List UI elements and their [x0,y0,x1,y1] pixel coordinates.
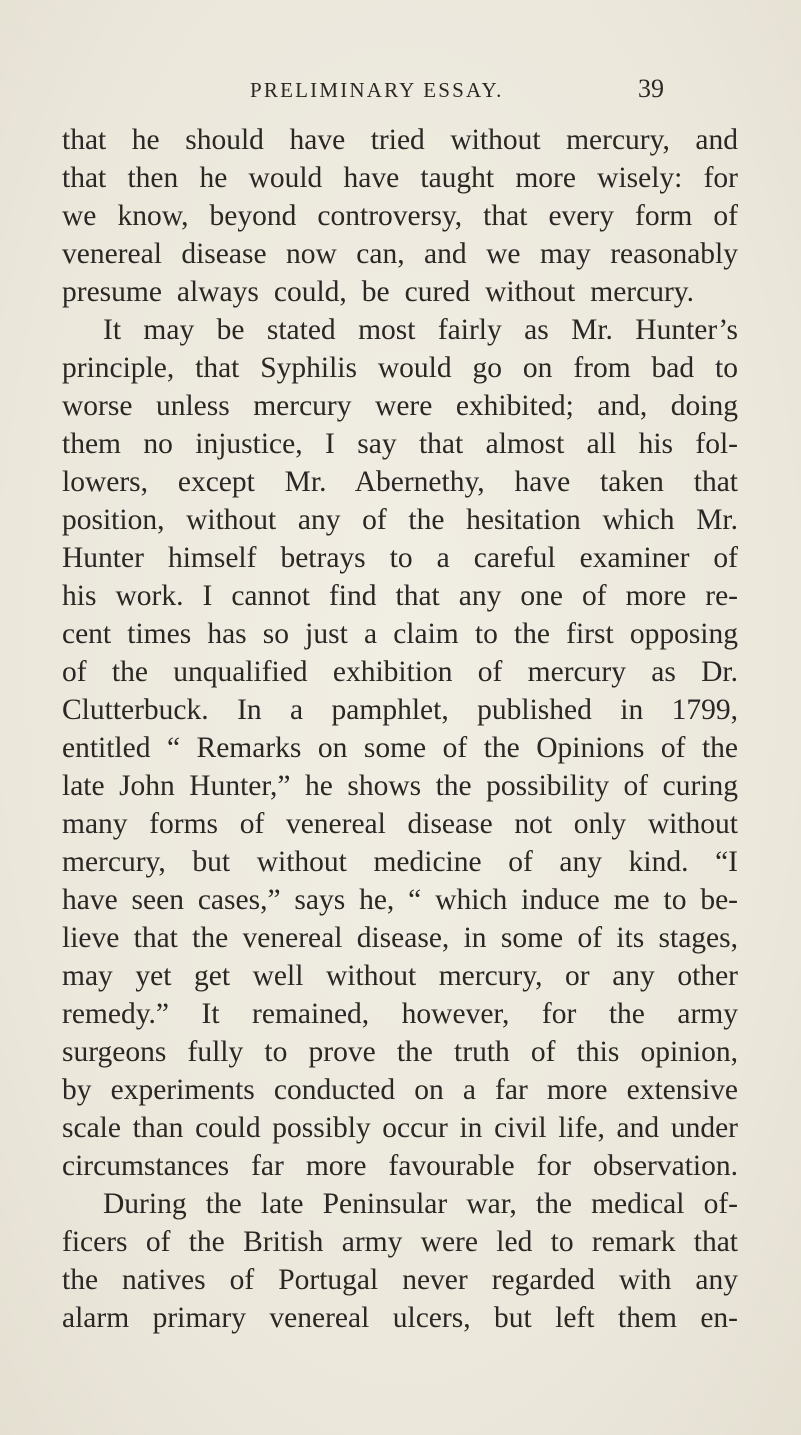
text-line: Clutterbuck. In a pamphlet, published in 1799, [62,694,738,726]
text-line: During the late Peninsular war, the medical of- [103,1188,738,1220]
text-line: have seen cases,” says he, “ which induce me to be- [62,884,738,916]
text-line: position, without any of the hesitation which Mr. [62,504,738,536]
running-head: PRELIMINARY ESSAY. [250,78,504,102]
text-line: lowers, except Mr. Abernethy, have taken that [62,466,738,498]
text-line: them no injustice, I say that almost all his fol- [62,428,738,460]
text-line: presume always could, be cured without mercury. [62,276,694,308]
text-line: remedy.” It remained, however, for the army [62,998,738,1030]
text-line: of the unqualified exhibition of mercury as Dr. [62,656,738,688]
text-line: the natives of Portugal never regarded with any [62,1264,738,1296]
text-line: It may be stated most fairly as Mr. Hunter’s [103,314,738,346]
text-line: his work. I cannot find that any one of more re- [62,580,738,612]
text-line: entitled “ Remarks on some of the Opinions of the [62,732,738,764]
text-line: that then he would have taught more wisely: for [62,162,738,194]
text-line: that he should have tried without mercury, and [62,124,738,156]
text-line: by experiments conducted on a far more extensive [62,1074,738,1106]
text-line: lieve that the venereal disease, in some of its stages, [62,922,738,954]
text-line: Hunter himself betrays to a careful examiner of [62,542,738,574]
text-line: alarm primary venereal ulcers, but left them en- [62,1302,738,1334]
text-line: cent times has so just a claim to the first opposing [62,618,738,650]
text-line: ficers of the British army were led to remark that [62,1226,738,1258]
text-line: venereal disease now can, and we may reasonably [62,238,738,270]
text-line: we know, beyond controversy, that every form of [62,200,738,232]
text-line: many forms of venereal disease not only without [62,808,738,840]
text-line: late John Hunter,” he shows the possibility of curing [62,770,738,802]
text-line: may yet get well without mercury, or any other [62,960,738,992]
page-number: 39 [638,74,664,103]
text-line: principle, that Syphilis would go on from bad to [62,352,738,384]
text-line: surgeons fully to prove the truth of this opinion, [62,1036,738,1068]
text-line: mercury, but without medicine of any kind. “I [62,846,738,878]
text-line: circumstances far more favourable for observation. [62,1150,738,1182]
text-line: worse unless mercury were exhibited; and, doing [62,390,738,422]
text-line: scale than could possibly occur in civil life, and under [62,1112,738,1144]
